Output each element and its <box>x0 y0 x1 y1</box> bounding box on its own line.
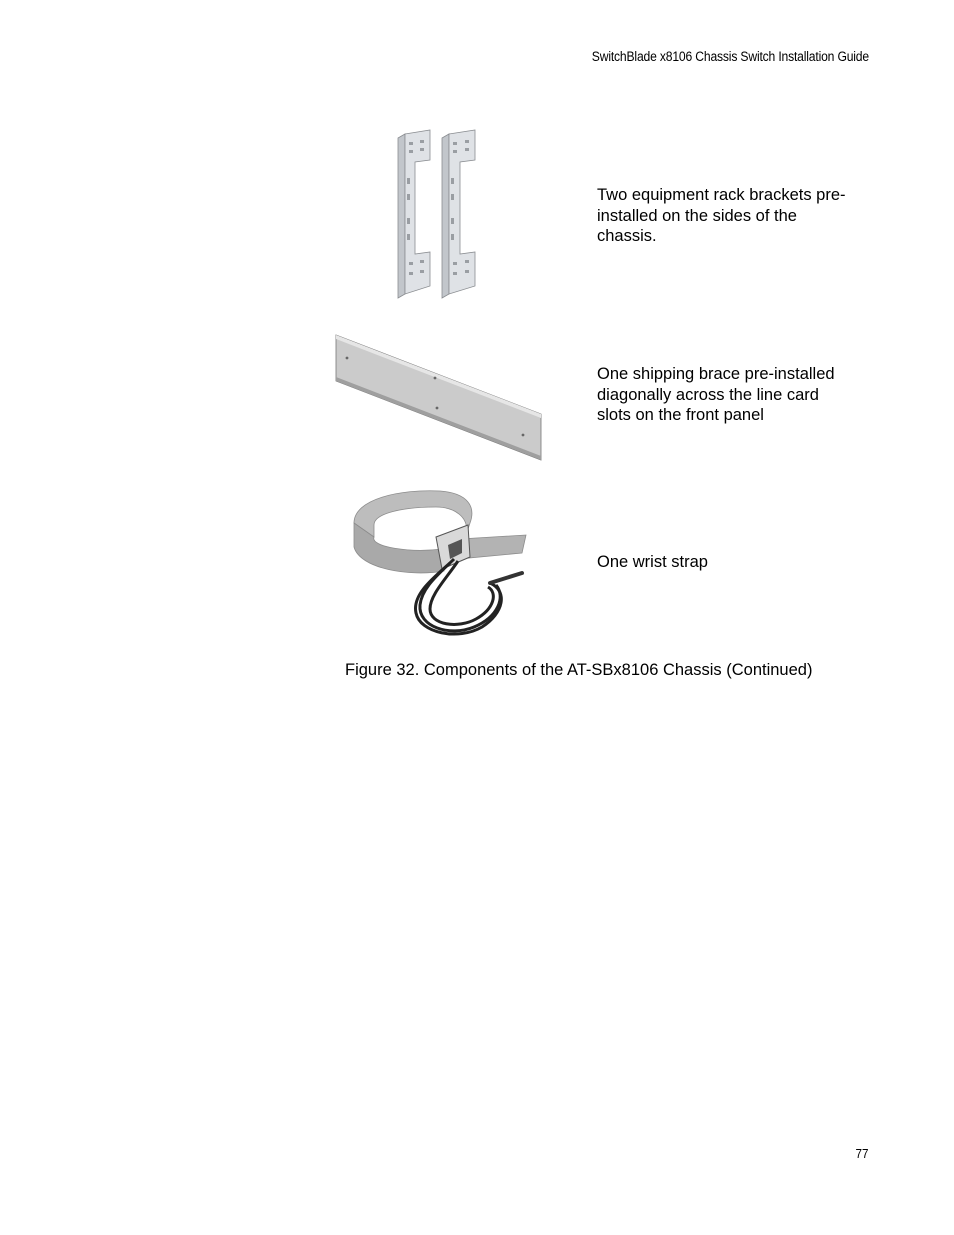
rack-bracket-left <box>398 130 430 298</box>
shipping-brace-icon <box>333 332 545 466</box>
component-description-shipping-brace: One shipping brace pre-installed diagonally across the line card slots on the front panel <box>597 365 835 424</box>
wrist-strap-icon <box>350 487 530 645</box>
component-description-rack-brackets: Two equipment rack brackets pre-installed on the sides of the chassis. <box>597 186 846 245</box>
running-header: SwitchBlade x8106 Chassis Switch Installation Guide <box>591 49 869 64</box>
rack-brackets-icon <box>385 128 495 300</box>
component-description-wrist-strap: One wrist strap <box>597 553 708 571</box>
page-number: 77 <box>854 1146 868 1161</box>
rack-bracket-right <box>442 130 475 298</box>
figure-caption: Figure 32. Components of the AT-SBx8106 Chassis (Continued) <box>345 661 813 679</box>
